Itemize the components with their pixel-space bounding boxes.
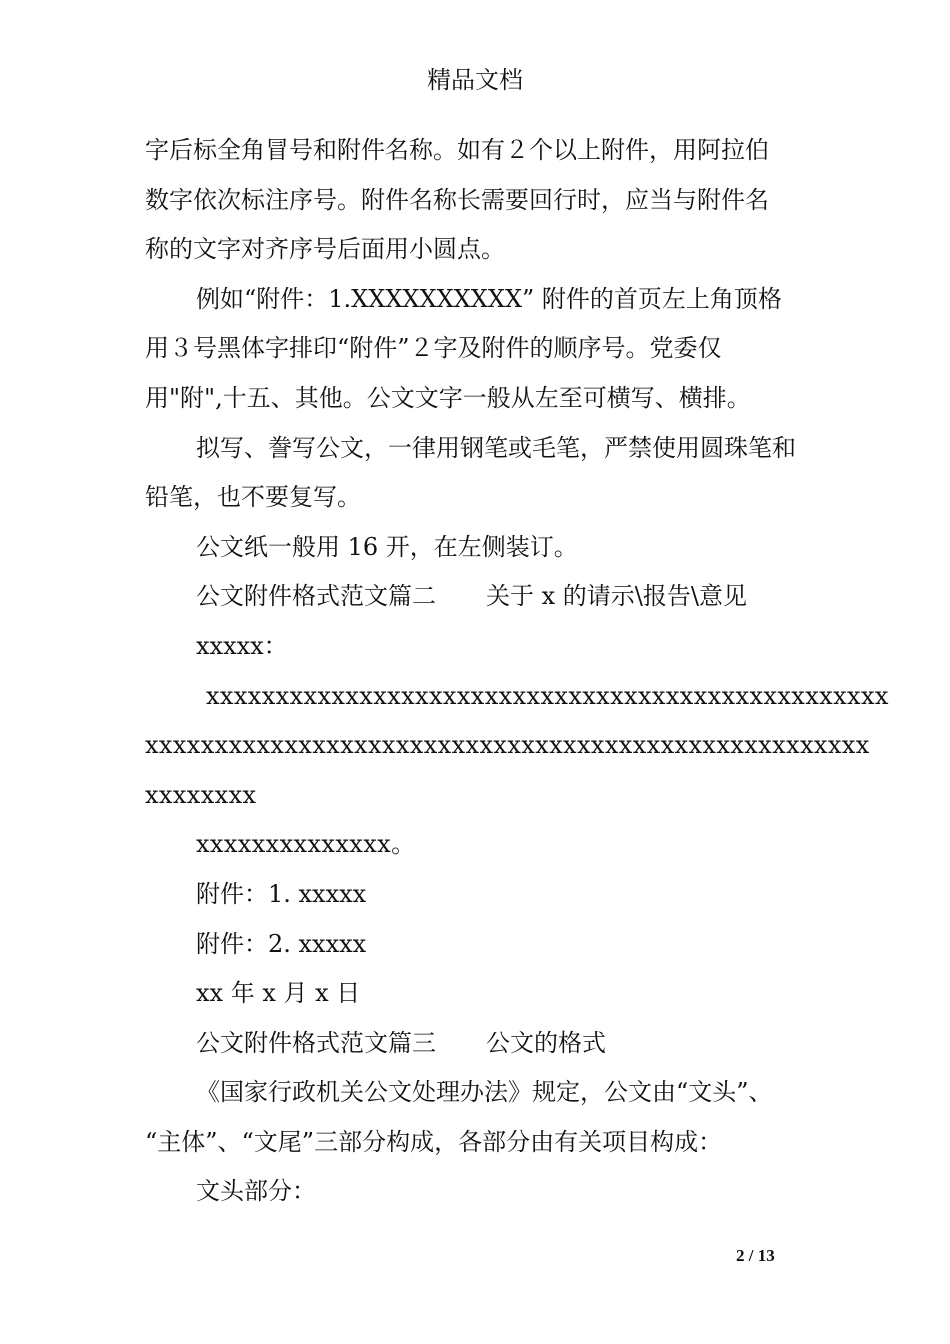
attachment-item: 附件：1. xxxxx — [196, 879, 367, 908]
attachment-item: 附件：2. xxxxx — [196, 929, 367, 958]
paragraph-line: 公文纸一般用 16 开，在左侧装订。 — [196, 532, 578, 561]
page-header: 精品文档 — [427, 66, 523, 94]
placeholder-line: xxxxxxxx — [145, 780, 257, 809]
page-number: 2 / 13 — [736, 1246, 775, 1265]
section-heading-title: 公文附件格式范文篇二 — [196, 582, 436, 611]
document-date: xx 年 x 月 x 日 — [196, 979, 361, 1008]
paragraph-line: 数字依次标注序号。附件名称长需要回行时，应当与附件名 — [145, 185, 769, 214]
paragraph-line: 《国家行政机关公文处理办法》规定，公文由“文头”、 — [196, 1078, 773, 1107]
section-heading-subtitle: 关于 x 的请示\报告\意见 — [486, 582, 747, 611]
salutation: xxxxx： — [196, 631, 288, 660]
section-heading — [145, 576, 810, 626]
placeholder-line: xxxxxxxxxxxxxxxxxxxxxxxxxxxxxxxxxxxxxxxxxxxxxxxxx — [206, 681, 889, 710]
paragraph-line: 用３号黑体字排印“附件”２字及附件的顺序号。党委仅 — [145, 334, 722, 363]
paragraph-line: 字后标全角冒号和附件名称。如有２个以上附件，用阿拉伯 — [145, 136, 769, 164]
paragraph-line: 拟写、誊写公文，一律用钢笔或毛笔，严禁使用圆珠笔和 — [196, 433, 796, 462]
section-heading-title: 公文附件格式范文篇三 — [196, 1028, 436, 1057]
document-body — [145, 130, 889, 1221]
section-heading — [145, 1023, 810, 1073]
paragraph-line: 用"附",十五、其他。公文文字一般从左至可横写、横排。 — [145, 383, 751, 412]
paragraph-line: 称的文字对齐序号后面用小圆点。 — [145, 235, 505, 264]
paragraph-line: 文头部分： — [196, 1177, 316, 1206]
section-heading-subtitle: 公文的格式 — [486, 1028, 606, 1057]
paragraph-line: 铅笔，也不要复写。 — [145, 483, 361, 512]
placeholder-line: xxxxxxxxxxxxxxxxxxxxxxxxxxxxxxxxxxxxxxxxxxxxxxxxxxxx — [145, 731, 870, 760]
paragraph-line: 例如“附件：1.XXXXXXXXXX” 附件的首页左上角顶格 — [196, 284, 782, 313]
paragraph-line: “主体”、“文尾”三部分构成，各部分由有关项目构成： — [145, 1127, 723, 1156]
placeholder-line: xxxxxxxxxxxxxx。 — [196, 830, 416, 859]
